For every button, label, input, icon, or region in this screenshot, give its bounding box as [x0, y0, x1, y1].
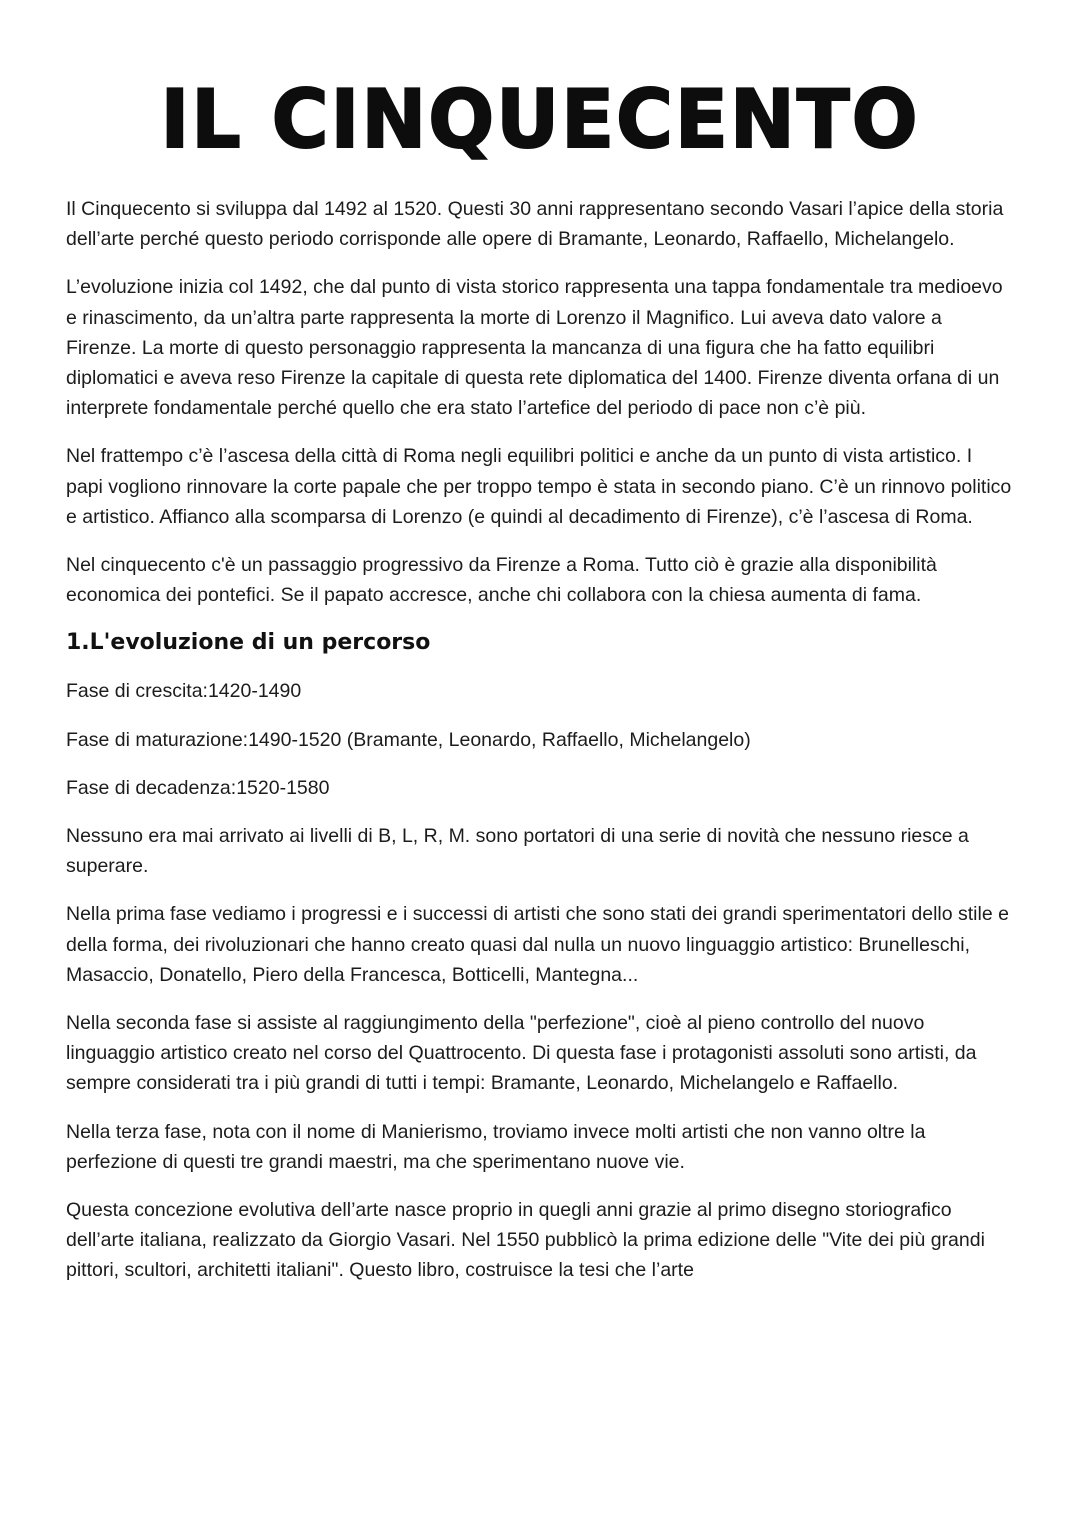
paragraph-intro-1: Il Cinquecento si sviluppa dal 1492 al 1520. Questi 30 anni rappresentano secondo Vasari l’apice della storia dell’arte perché questo periodo corrisponde alle opere di Bramante, Leonardo, Raffaello, Michelangelo. — [66, 198, 1004, 251]
paragraph-section-2: Nella prima fase vediamo i progressi e i successi di artisti che sono stati dei grandi sperimentatori dello stile e della forma, dei rivoluzionari che hanno creato quasi dal nulla un nuovo linguaggio artistico: Brunelleschi, Masaccio, Donatello, Piero della Francesca, Botticelli, Mantegna... — [66, 903, 1009, 986]
document-page — [66, 0, 1014, 1304]
page-title: IL CINQUECENTO — [160, 73, 920, 166]
phase-maturity: Fase di maturazione:1490-1520 (Bramante, Leonardo, Raffaello, Michelangelo) — [66, 728, 751, 751]
section-heading: 1.L'evoluzione di un percorso — [66, 630, 431, 656]
paragraph-intro-4: Nel cinquecento c'è un passaggio progressivo da Firenze a Roma. Tutto ciò è grazie alla disponibilità economica dei pontefici. Se il papato accresce, anche chi collabora con la chiesa aumenta di fama. — [66, 554, 937, 607]
paragraph-section-4: Nella terza fase, nota con il nome di Manierismo, troviamo invece molti artisti che non vanno oltre la perfezione di questi tre grandi maestri, ma che sperimentano nuove vie. — [66, 1120, 926, 1173]
paragraph-intro-2: L’evoluzione inizia col 1492, che dal punto di vista storico rappresenta una tappa fondamentale tra medioevo e rinascimento, da un’altra parte rappresenta la morte di Lorenzo il Magnifico. Lui aveva dato valore a Firenze. La morte di questo personaggio rappresenta la mancanza di una figura che ha fatto equilibri diplomatici e aveva reso Firenze la capitale di questa rete diplomatica del 1400. Firenze diventa orfana di un interprete fondamentale perché quello che era stato l’artefice del periodo di pace non c’è più. — [66, 276, 1003, 420]
document-body — [66, 194, 1014, 1286]
paragraph-section-3: Nella seconda fase si assiste al raggiungimento della "perfezione", cioè al pieno controllo del nuovo linguaggio artistico creato nel corso del Quattrocento. Di questa fase i protagonisti assoluti sono artisti, da sempre considerati tra i più grandi di tutti i tempi: Bramante, Leonardo, Michelangelo e Raffaello. — [66, 1012, 977, 1095]
phase-growth: Fase di crescita:1420-1490 — [66, 680, 302, 703]
phase-decline: Fase di decadenza:1520-1580 — [66, 776, 330, 799]
paragraph-section-1: Nessuno era mai arrivato ai livelli di B, L, R, M. sono portatori di una serie di novità che nessuno riesce a superare. — [66, 825, 969, 878]
paragraph-intro-3: Nel frattempo c’è l’ascesa della città di Roma negli equilibri politici e anche da un punto di vista artistico. I papi vogliono rinnovare la corte papale che per troppo tempo è stata in secondo piano. C’è un rinnovo politico e artistico. Affianco alla scomparsa di Lorenzo (e quindi al decadimento di Firenze), c’è l’ascesa di Roma. — [66, 445, 1012, 528]
paragraph-section-5: Questa concezione evolutiva dell’arte nasce proprio in quegli anni grazie al primo disegno storiografico dell’arte italiana, realizzato da Giorgio Vasari. Nel 1550 pubblicò la prima edizione delle "Vite dei più grandi pittori, scultori, architetti italiani". Questo libro, costruisce la tesi che l’arte — [66, 1199, 985, 1282]
